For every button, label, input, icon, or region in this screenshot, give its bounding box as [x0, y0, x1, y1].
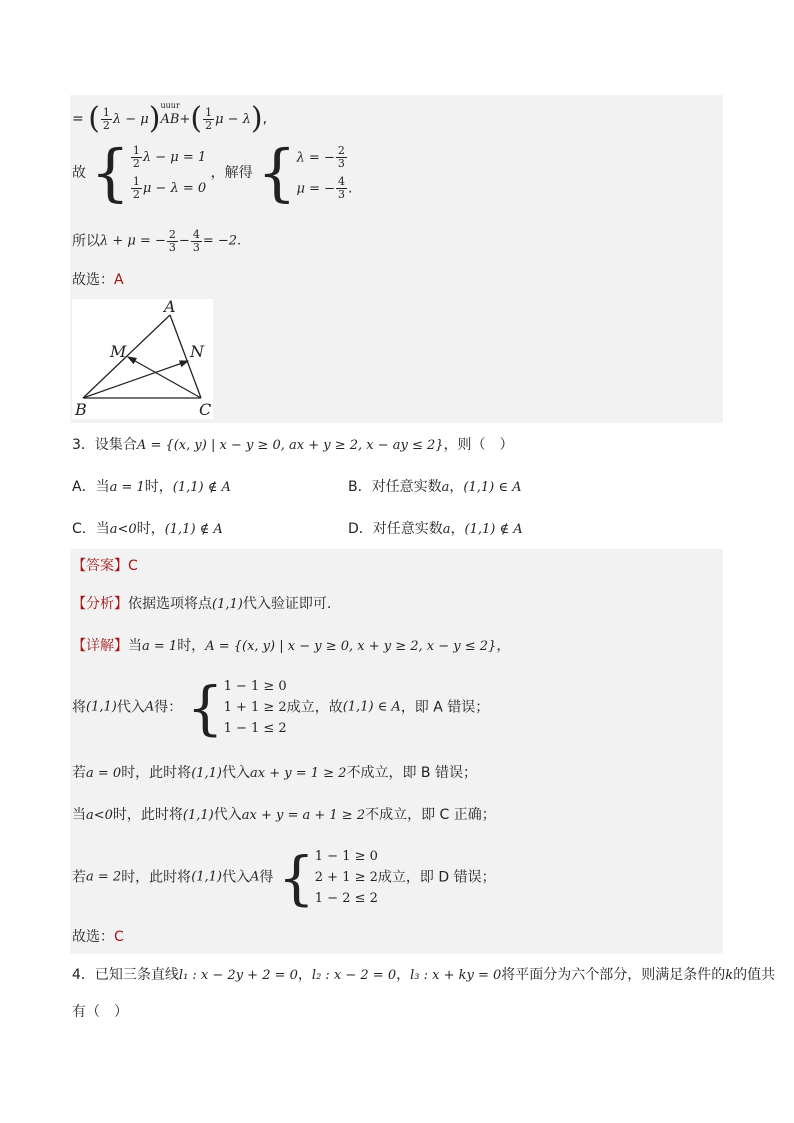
fraction-half: [131, 145, 142, 170]
option-a-prefix: A．当: [72, 479, 110, 495]
q4-prefix: 4．已知三条直线: [72, 967, 179, 983]
left-paren-2: (: [190, 101, 203, 136]
system-d: [315, 846, 378, 909]
detail-set: A = {(x, y) | x − y ≥ 0, x + y ≥ 2, x − y ≤ 2}: [205, 639, 497, 654]
left-brace-a: {: [186, 673, 224, 742]
period: .: [348, 180, 353, 197]
final-answer-line: [72, 928, 124, 946]
sum-result: = −2.: [202, 233, 242, 249]
option-a-mid: 时，: [144, 479, 173, 495]
frac-den: 2: [102, 118, 110, 132]
b-math: ax + y = 1 ≥ 2: [250, 766, 347, 781]
option-d-prefix: D．对任意实数: [348, 521, 443, 537]
frac-num: 4: [192, 228, 200, 241]
system-a-row-1: 1 − 1 ≥ 0: [223, 679, 287, 694]
frac-den: 2: [205, 118, 213, 132]
b-text-a: 若: [72, 765, 86, 781]
fraction-4-3: [191, 229, 202, 254]
q3-suffix: ，则（ ）: [443, 437, 514, 453]
system-d-row-3: 1 − 2 ≤ 2: [314, 891, 378, 906]
question4-line1: [72, 966, 775, 985]
left-brace-d: {: [277, 843, 315, 912]
frac-num: 1: [205, 105, 213, 119]
c-text-c: 代入: [213, 807, 242, 823]
c-cond: a<0: [86, 808, 113, 823]
label-c: C: [199, 400, 212, 419]
label-a: A: [164, 299, 176, 316]
option-d-comma: ，: [450, 521, 465, 537]
system-line: [72, 136, 353, 216]
sub-text-b: 代入: [116, 699, 145, 716]
option-d-math: (1,1) ∉ A: [464, 522, 523, 537]
case-b-line: [72, 764, 477, 783]
option-d: [348, 520, 523, 539]
final-prefix: 故选：: [72, 929, 114, 945]
frac-den: 3: [338, 188, 346, 201]
q3-set-definition: A = {(x, y) | x − y ≥ 0, ax + y ≥ 2, x − ay ≤ 2}: [136, 438, 444, 453]
q4-line2-text: 有（ ）: [72, 1004, 128, 1020]
left-brace: {: [90, 136, 130, 209]
mu-value: μ = −: [296, 181, 336, 197]
b-text-d: 不成立，即 B 错误；: [346, 765, 477, 781]
option-c-math: (1,1) ∉ A: [164, 522, 223, 537]
option-b-var: a: [441, 480, 450, 495]
d-text-e: 成立，即 D 错误；: [377, 869, 496, 886]
detail-end: ，: [496, 638, 511, 654]
sub-membership: (1,1) ∈ A: [342, 699, 401, 715]
triangle-svg: [72, 299, 213, 419]
q4-k-var: k: [725, 968, 734, 983]
system-eq-1: λ − μ = 1: [142, 150, 207, 165]
label-m: M: [110, 342, 127, 361]
system-d-row-1: 1 − 1 ≥ 0: [314, 849, 378, 864]
q4-text-b: 将平面分为六个部分，则满足条件的: [501, 967, 726, 983]
label-b: B: [75, 400, 87, 419]
frac-den: 3: [168, 241, 176, 254]
final-letter: C: [114, 929, 124, 945]
sub-set: A: [144, 699, 155, 715]
analysis-text-a: 依据选项将点: [128, 596, 212, 612]
d-text-b: 时，此时将: [121, 869, 192, 886]
comma: ,: [262, 111, 268, 127]
system-a-row-2: 1 + 1 ≥ 2: [223, 700, 287, 715]
system-d-row-2: 2 + 1 ≥ 2: [314, 870, 378, 885]
frac-num: 4: [338, 175, 346, 188]
answer-prefix: 故选：: [72, 272, 114, 288]
c-text-b: 时，此时将: [112, 807, 183, 823]
vector-ab-text: AB: [160, 112, 180, 127]
system-a: [224, 676, 287, 739]
vector-arrow-mark: uuur: [160, 101, 180, 110]
analysis-label: 【分析】: [72, 596, 128, 612]
frac-num: 2: [337, 144, 345, 157]
option-b-comma: ，: [449, 479, 464, 495]
frac-num: 1: [132, 144, 140, 157]
b-cond: a = 0: [86, 766, 122, 781]
fraction-half: [101, 107, 112, 132]
system-row-1: [130, 145, 206, 170]
substitution-line-a: [72, 673, 490, 742]
option-c-prefix: C．当: [72, 521, 110, 537]
d-cond: a = 2: [86, 869, 122, 885]
q4-sep2: ，: [396, 967, 411, 983]
c-point: (1,1): [182, 808, 214, 823]
sub-point: (1,1): [86, 699, 117, 715]
q4-line-l1: l₁ : x − 2y + 2 = 0: [178, 968, 298, 983]
fraction-half-2: [203, 107, 214, 132]
d-set: A: [250, 869, 260, 885]
option-c: [72, 520, 223, 539]
frac-den: 3: [192, 241, 200, 254]
option-b-prefix: B．对任意实数: [348, 479, 442, 495]
left-brace-2: {: [257, 136, 297, 209]
solution-system: [297, 145, 353, 201]
detail-line: [72, 637, 510, 656]
fraction-2-3: [167, 229, 178, 254]
option-a-cond: a = 1: [109, 480, 145, 495]
sub-text-e: ，即 A 错误；: [400, 699, 490, 716]
c-text-a: 当: [72, 807, 86, 823]
jiede-text: ，解得: [210, 165, 253, 181]
sub-text-d: 成立，故: [286, 699, 343, 716]
segment-cm: [128, 357, 201, 398]
d-point: (1,1): [191, 869, 223, 885]
system-row-2: [130, 176, 206, 201]
solution-row-lambda: [297, 145, 353, 170]
frac-num: 1: [102, 105, 110, 119]
equals-sign: =: [72, 111, 84, 127]
suoyi-text: 所以: [72, 233, 100, 250]
system-a-row-3: 1 − 1 ≤ 2: [223, 721, 287, 736]
analysis-point: (1,1): [212, 597, 243, 612]
case-c-line: [72, 806, 496, 825]
plus-sign: +: [179, 112, 191, 127]
vector-ab: [160, 101, 180, 129]
frac-den: 2: [132, 188, 140, 201]
answer-line-top: [72, 271, 124, 289]
option-c-cond: a<0: [109, 522, 137, 537]
side-ab: [83, 315, 170, 398]
right-paren: ): [148, 101, 161, 136]
option-b-math: (1,1) ∈ A: [463, 480, 522, 495]
option-c-mid: 时，: [136, 521, 165, 537]
sum-expr-start: λ + μ = −: [100, 233, 166, 249]
c-text-d: 不成立，即 C 正确；: [365, 807, 496, 823]
b-point: (1,1): [191, 766, 223, 781]
detail-text-b: 时，: [177, 638, 206, 654]
solution-row-mu: [297, 176, 353, 201]
fraction-half: [131, 176, 142, 201]
fraction-4-3: [336, 176, 347, 201]
detail-text-a: 当: [128, 638, 142, 654]
sub-text-c: 得：: [154, 699, 183, 716]
answer3-line: [72, 557, 138, 575]
answer-letter: A: [114, 272, 124, 288]
left-paren: (: [88, 101, 100, 136]
sub-text-a: 将: [72, 699, 86, 716]
option-d-var: a: [442, 522, 451, 537]
system-eq-2: μ − λ = 0: [142, 181, 207, 196]
answer-value: C: [128, 558, 138, 574]
q4-sep1: ，: [297, 967, 312, 983]
triangle-figure: [72, 299, 213, 419]
detail-cond: a = 1: [142, 639, 178, 654]
gu-text: 故: [72, 165, 86, 181]
frac-num: 1: [132, 175, 140, 188]
c-math: ax + y = a + 1 ≥ 2: [241, 808, 366, 823]
q3-prefix: 3．设集合: [72, 437, 137, 453]
b-text-c: 代入: [222, 765, 251, 781]
expr-lambda-mu: λ − μ: [112, 112, 149, 127]
analysis-line: [72, 595, 331, 614]
option-b: [348, 478, 521, 497]
answer-label: 【答案】: [72, 558, 128, 574]
frac-den: 3: [337, 157, 345, 170]
frac-den: 2: [132, 157, 140, 170]
minus-sign: −: [178, 233, 190, 249]
segment-bn: [83, 361, 188, 398]
expr-mu-lambda: μ − λ: [215, 112, 251, 127]
vector-equation-line: [72, 101, 268, 136]
d-text-a: 若: [72, 869, 86, 886]
lambda-value: λ = −: [296, 150, 335, 166]
question4-line2: [72, 1003, 128, 1021]
frac-num: 2: [168, 228, 176, 241]
label-n: N: [190, 342, 204, 361]
b-text-b: 时，此时将: [121, 765, 192, 781]
q4-text-c: 的值共: [733, 967, 776, 983]
sum-line: [72, 229, 241, 259]
q4-line-l3: l₃ : x + ky = 0: [410, 968, 502, 983]
d-text-c: 代入: [222, 869, 251, 886]
right-paren-2: ): [250, 101, 263, 136]
analysis-text-b: 代入验证即可.: [242, 596, 332, 612]
equation-system: [130, 145, 206, 201]
case-d-line: [72, 843, 496, 912]
fraction-2-3: [336, 145, 347, 170]
q4-line-l2: l₂ : x − 2 = 0: [311, 968, 397, 983]
option-a-math: (1,1) ∉ A: [172, 480, 231, 495]
option-a: [72, 478, 231, 497]
detail-label: 【详解】: [72, 638, 128, 654]
question3-stem: [72, 436, 514, 455]
d-text-d: 得: [259, 869, 274, 886]
